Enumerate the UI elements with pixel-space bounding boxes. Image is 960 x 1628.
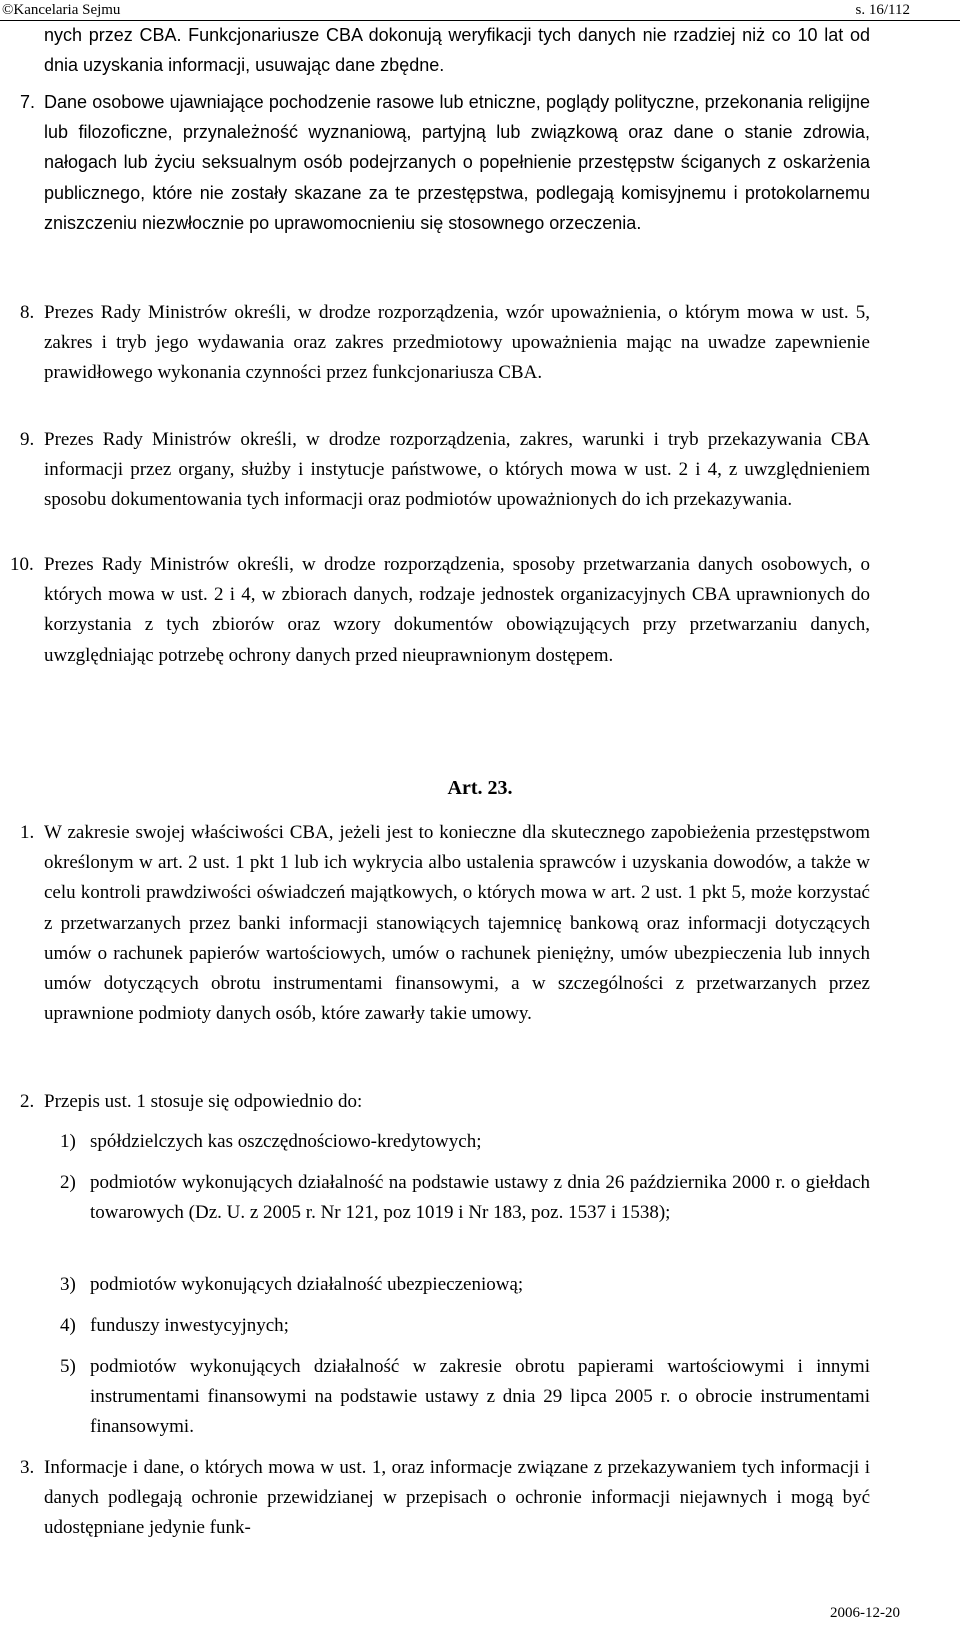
article-paragraph-1: [20, 818, 870, 1029]
list-item-number: 4): [60, 1315, 76, 1336]
paragraph-number: 1.: [20, 822, 35, 843]
article-heading: Art. 23.: [447, 777, 513, 799]
paragraph-number: 7.: [20, 92, 36, 112]
list-item-text: podmiotów wykonujących działalność na podstawie ustawy z dnia 26 października 2000 r. o giełdach towarowych (Dz. U. z 2005 r. Nr 121, poz 1019 i Nr 183, poz. 1537 i 1538);: [90, 1172, 870, 1224]
article-paragraph-3: [20, 1453, 870, 1544]
continued-paragraph: [44, 20, 870, 80]
list-item-number: 2): [60, 1172, 76, 1193]
paragraph-8: [20, 298, 870, 389]
paragraph-9: [20, 425, 870, 516]
paragraph-7: [20, 87, 870, 238]
paragraph-text: Prezes Rady Ministrów określi, w drodze rozporządzenia, wzór upoważnienia, o którym mowa w ust. 5, zakres i tryb jego wydawania oraz zakres przedmiotowy upoważnienia mając na uwadze zapewnienie prawidłowego wykonania czynności przez funkcjonariusza CBA.: [44, 302, 870, 384]
list-item-text: funduszy inwestycyjnych;: [90, 1315, 289, 1336]
paragraph-text: Informacje i dane, o których mowa w ust. 1, oraz informacje związane z przekazywaniem tych informacji i danych podlegają ochronie przewidzianej w przepisach o ochronie informacji niejawnych i mogą być udostępniane jedynie funk-: [44, 1457, 870, 1539]
list-item-number: 5): [60, 1356, 76, 1377]
list-item-5: [60, 1352, 870, 1443]
paragraph-number: 3.: [20, 1457, 35, 1478]
paragraph-number: 9.: [20, 429, 35, 450]
list-item-3: [60, 1270, 870, 1300]
list-item-2: [60, 1168, 870, 1228]
article-paragraph-2: [20, 1087, 870, 1117]
paragraph-number: 8.: [20, 302, 35, 323]
list-item-4: [60, 1311, 870, 1341]
paragraph-text: W zakresie swojej właściwości CBA, jeżeli jest to konieczne dla skutecznego zapobieżenia przestępstwom określonym w art. 2 ust. 1 pkt 1 lub ich wykrycia albo ustalenia sprawców i uzyskania dowodów, a także w celu kontroli prawdziwości oświadczeń majątkowych, o których mowa w art. 2 ust. 1 pkt 5, może korzystać z przetwarzanych przez banki informacji stanowiących tajemnicę bankową oraz informacji dotyczących umów o rachunek papierów wartościowych, umów o rachunek pieniężny, umów ubezpieczenia lub innych umów dotyczących obrotu instrumentami finansowymi, a w szczególności z przetwarzanych przez uprawnione podmioty danych osób, które zawarły takie umowy.: [44, 822, 870, 1025]
paragraph-number: 2.: [20, 1091, 35, 1112]
list-item-text: podmiotów wykonujących działalność ubezpieczeniową;: [90, 1274, 524, 1295]
list-item-number: 3): [60, 1274, 76, 1295]
paragraph-text: Przepis ust. 1 stosuje się odpowiednio do:: [44, 1091, 363, 1112]
list-item-number: 1): [60, 1131, 76, 1152]
paragraph-text: Prezes Rady Ministrów określi, w drodze rozporządzenia, sposoby przetwarzania danych osobowych, o których mowa w ust. 2 i 4, w zbiorach danych, rodzaje jednostek organizacyjnych CBA uprawnionych do korzystania z tych zbiorów oraz wzory dokumentów obowiązujących przy przetwarzaniu danych, uwzględniając potrzebę ochrony danych przed nieuprawnionym dostępem.: [44, 554, 870, 666]
paragraph-number: 10.: [10, 554, 34, 575]
list-item-text: spółdzielczych kas oszczędnościowo-kredytowych;: [90, 1131, 482, 1152]
list-item-1: [60, 1127, 870, 1157]
page-number: s. 16/112: [855, 2, 910, 18]
copyright-label: ©Kancelaria Sejmu: [2, 2, 121, 18]
list-item-text: podmiotów wykonujących działalność w zakresie obrotu papierami wartościowymi i innymi instrumentami finansowymi na podstawie ustawy z dnia 29 lipca 2005 r. o obrocie instrumentami finansowymi.: [90, 1356, 870, 1438]
continued-paragraph-text: nych przez CBA. Funkcjonariusze CBA dokonują weryfikacji tych danych nie rzadziej niż co 10 lat od dnia uzyskania informacji, usuwając dane zbędne.: [44, 25, 870, 76]
footer-date: 2006-12-20: [830, 1605, 900, 1621]
paragraph-text: Dane osobowe ujawniające pochodzenie rasowe lub etniczne, poglądy polityczne, przekonania religijne lub filozoficzne, przynależność wyznaniową, partyjną lub związkową oraz dane o stanie zdrowia, nałogach lub życiu seksualnym osób podejrzanych o popełnienie przestępstw ściganych z oskarżenia publicznego, które nie zostały skazane za te przestępstwa, podlegają komisyjnemu i protokolarnemu zniszczeniu niezwłocznie po uprawomocnieniu się stosownego orzeczenia.: [44, 92, 870, 233]
paragraph-text: Prezes Rady Ministrów określi, w drodze rozporządzenia, zakres, warunki i tryb przekazywania CBA informacji przez organy, służby i instytucje państwowe, o których mowa w ust. 2 i 4, z uwzględnieniem sposobu dokumentowania tych informacji oraz podmiotów upoważnionych do ich przekazywania.: [44, 429, 870, 511]
paragraph-10: [10, 550, 870, 671]
